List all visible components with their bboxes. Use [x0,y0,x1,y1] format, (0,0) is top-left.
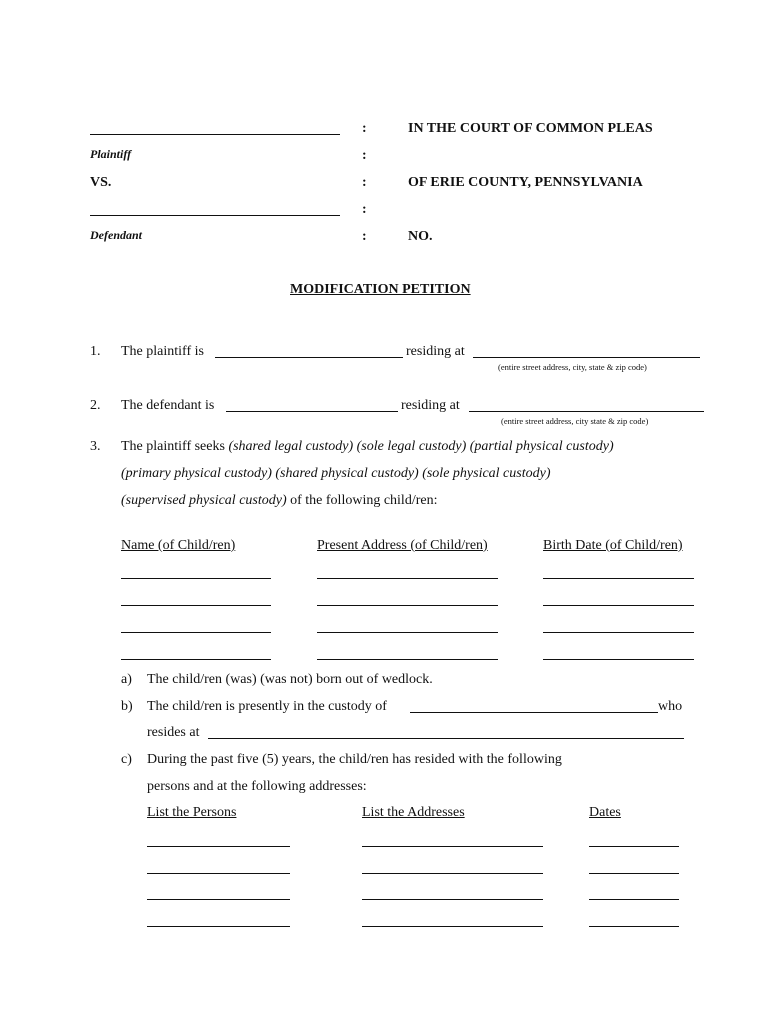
item1-text: The plaintiff is [121,344,204,359]
caption-colon: : [362,229,367,244]
subitem-c-line2: persons and at the following addresses: [147,779,367,794]
subitem-b-text: The child/ren is presently in the custody of [147,699,387,714]
docket-number-label: NO. [408,229,433,244]
child-address-field[interactable] [317,605,498,606]
page-title: MODIFICATION PETITION [290,282,471,297]
plaintiff-label: Plaintiff [90,147,132,161]
defendant-label: Defendant [90,228,142,242]
item2-address-hint: (entire street address, city state & zip code) [501,416,649,426]
subitem-a-text: The child/ren (was) (was not) born out of wedlock. [147,672,433,687]
residence-address-field[interactable] [362,899,543,900]
residence-person-field[interactable] [147,846,290,847]
item3-lead: The plaintiff seeks [121,439,229,454]
residence-dates-field[interactable] [589,873,679,874]
child-birthdate-field[interactable] [543,605,694,606]
item3-line1 [121,439,614,455]
defendant-name-line[interactable] [90,215,340,216]
residence-header-persons: List the Persons [147,805,237,820]
residence-dates-field[interactable] [589,926,679,927]
residence-person-field[interactable] [147,899,290,900]
subitem-c-label: c) [121,752,132,767]
residence-person-field[interactable] [147,873,290,874]
child-name-field[interactable] [121,632,271,633]
residence-dates-field[interactable] [589,899,679,900]
defendant-address-field[interactable] [469,411,704,412]
caption-colon: : [362,121,367,136]
custody-options-line3: (supervised physical custody) [121,493,287,508]
caption-colon: : [362,148,367,163]
subitem-b-who: who [658,699,683,714]
subitem-b-label: b) [121,699,133,714]
item1-address-hint: (entire street address, city, state & zip code) [498,362,647,372]
item3-number: 3. [90,439,101,454]
item1-number: 1. [90,344,101,359]
custodian-address-field[interactable] [208,738,684,739]
child-address-field[interactable] [317,578,498,579]
child-name-field[interactable] [121,659,271,660]
item2-text: The defendant is [121,398,215,413]
child-address-field[interactable] [317,659,498,660]
residence-header-addresses: List the Addresses [362,805,465,820]
children-header-birthdate: Birth Date (of Child/ren) [543,538,683,553]
child-birthdate-field[interactable] [543,632,694,633]
subitem-c-line1: During the past five (5) years, the child/ren has resided with the following [147,752,562,767]
vs-label: VS. [90,175,112,190]
defendant-name-field[interactable] [226,411,398,412]
child-name-field[interactable] [121,578,271,579]
plaintiff-name-field[interactable] [215,357,403,358]
item3-tail: of the following child/ren: [286,493,438,508]
item3-line3 [121,493,437,509]
subitem-b-resides-label: resides at [147,725,200,740]
child-address-field[interactable] [317,632,498,633]
caption-colon: : [362,175,367,190]
residence-address-field[interactable] [362,846,543,847]
child-birthdate-field[interactable] [543,659,694,660]
court-name-line2: OF ERIE COUNTY, PENNSYLVANIA [408,175,643,190]
child-birthdate-field[interactable] [543,578,694,579]
plaintiff-name-line[interactable] [90,134,340,135]
residence-header-dates: Dates [589,805,621,820]
children-header-address: Present Address (of Child/ren) [317,538,488,553]
children-header-name: Name (of Child/ren) [121,538,236,553]
plaintiff-address-field[interactable] [473,357,700,358]
custody-options-line1: (shared legal custody) (sole legal custody) (partial physical custody) [228,439,614,454]
item2-number: 2. [90,398,101,413]
residence-dates-field[interactable] [589,846,679,847]
custodian-name-field[interactable] [410,712,658,713]
item1-residing-label: residing at [406,344,465,359]
child-name-field[interactable] [121,605,271,606]
residence-person-field[interactable] [147,926,290,927]
caption-colon: : [362,202,367,217]
item2-residing-label: residing at [401,398,460,413]
custody-options-line2: (primary physical custody) (shared physical custody) (sole physical custody) [121,466,551,481]
subitem-a-label: a) [121,672,132,687]
court-name-line1: IN THE COURT OF COMMON PLEAS [408,121,653,136]
residence-address-field[interactable] [362,873,543,874]
residence-address-field[interactable] [362,926,543,927]
